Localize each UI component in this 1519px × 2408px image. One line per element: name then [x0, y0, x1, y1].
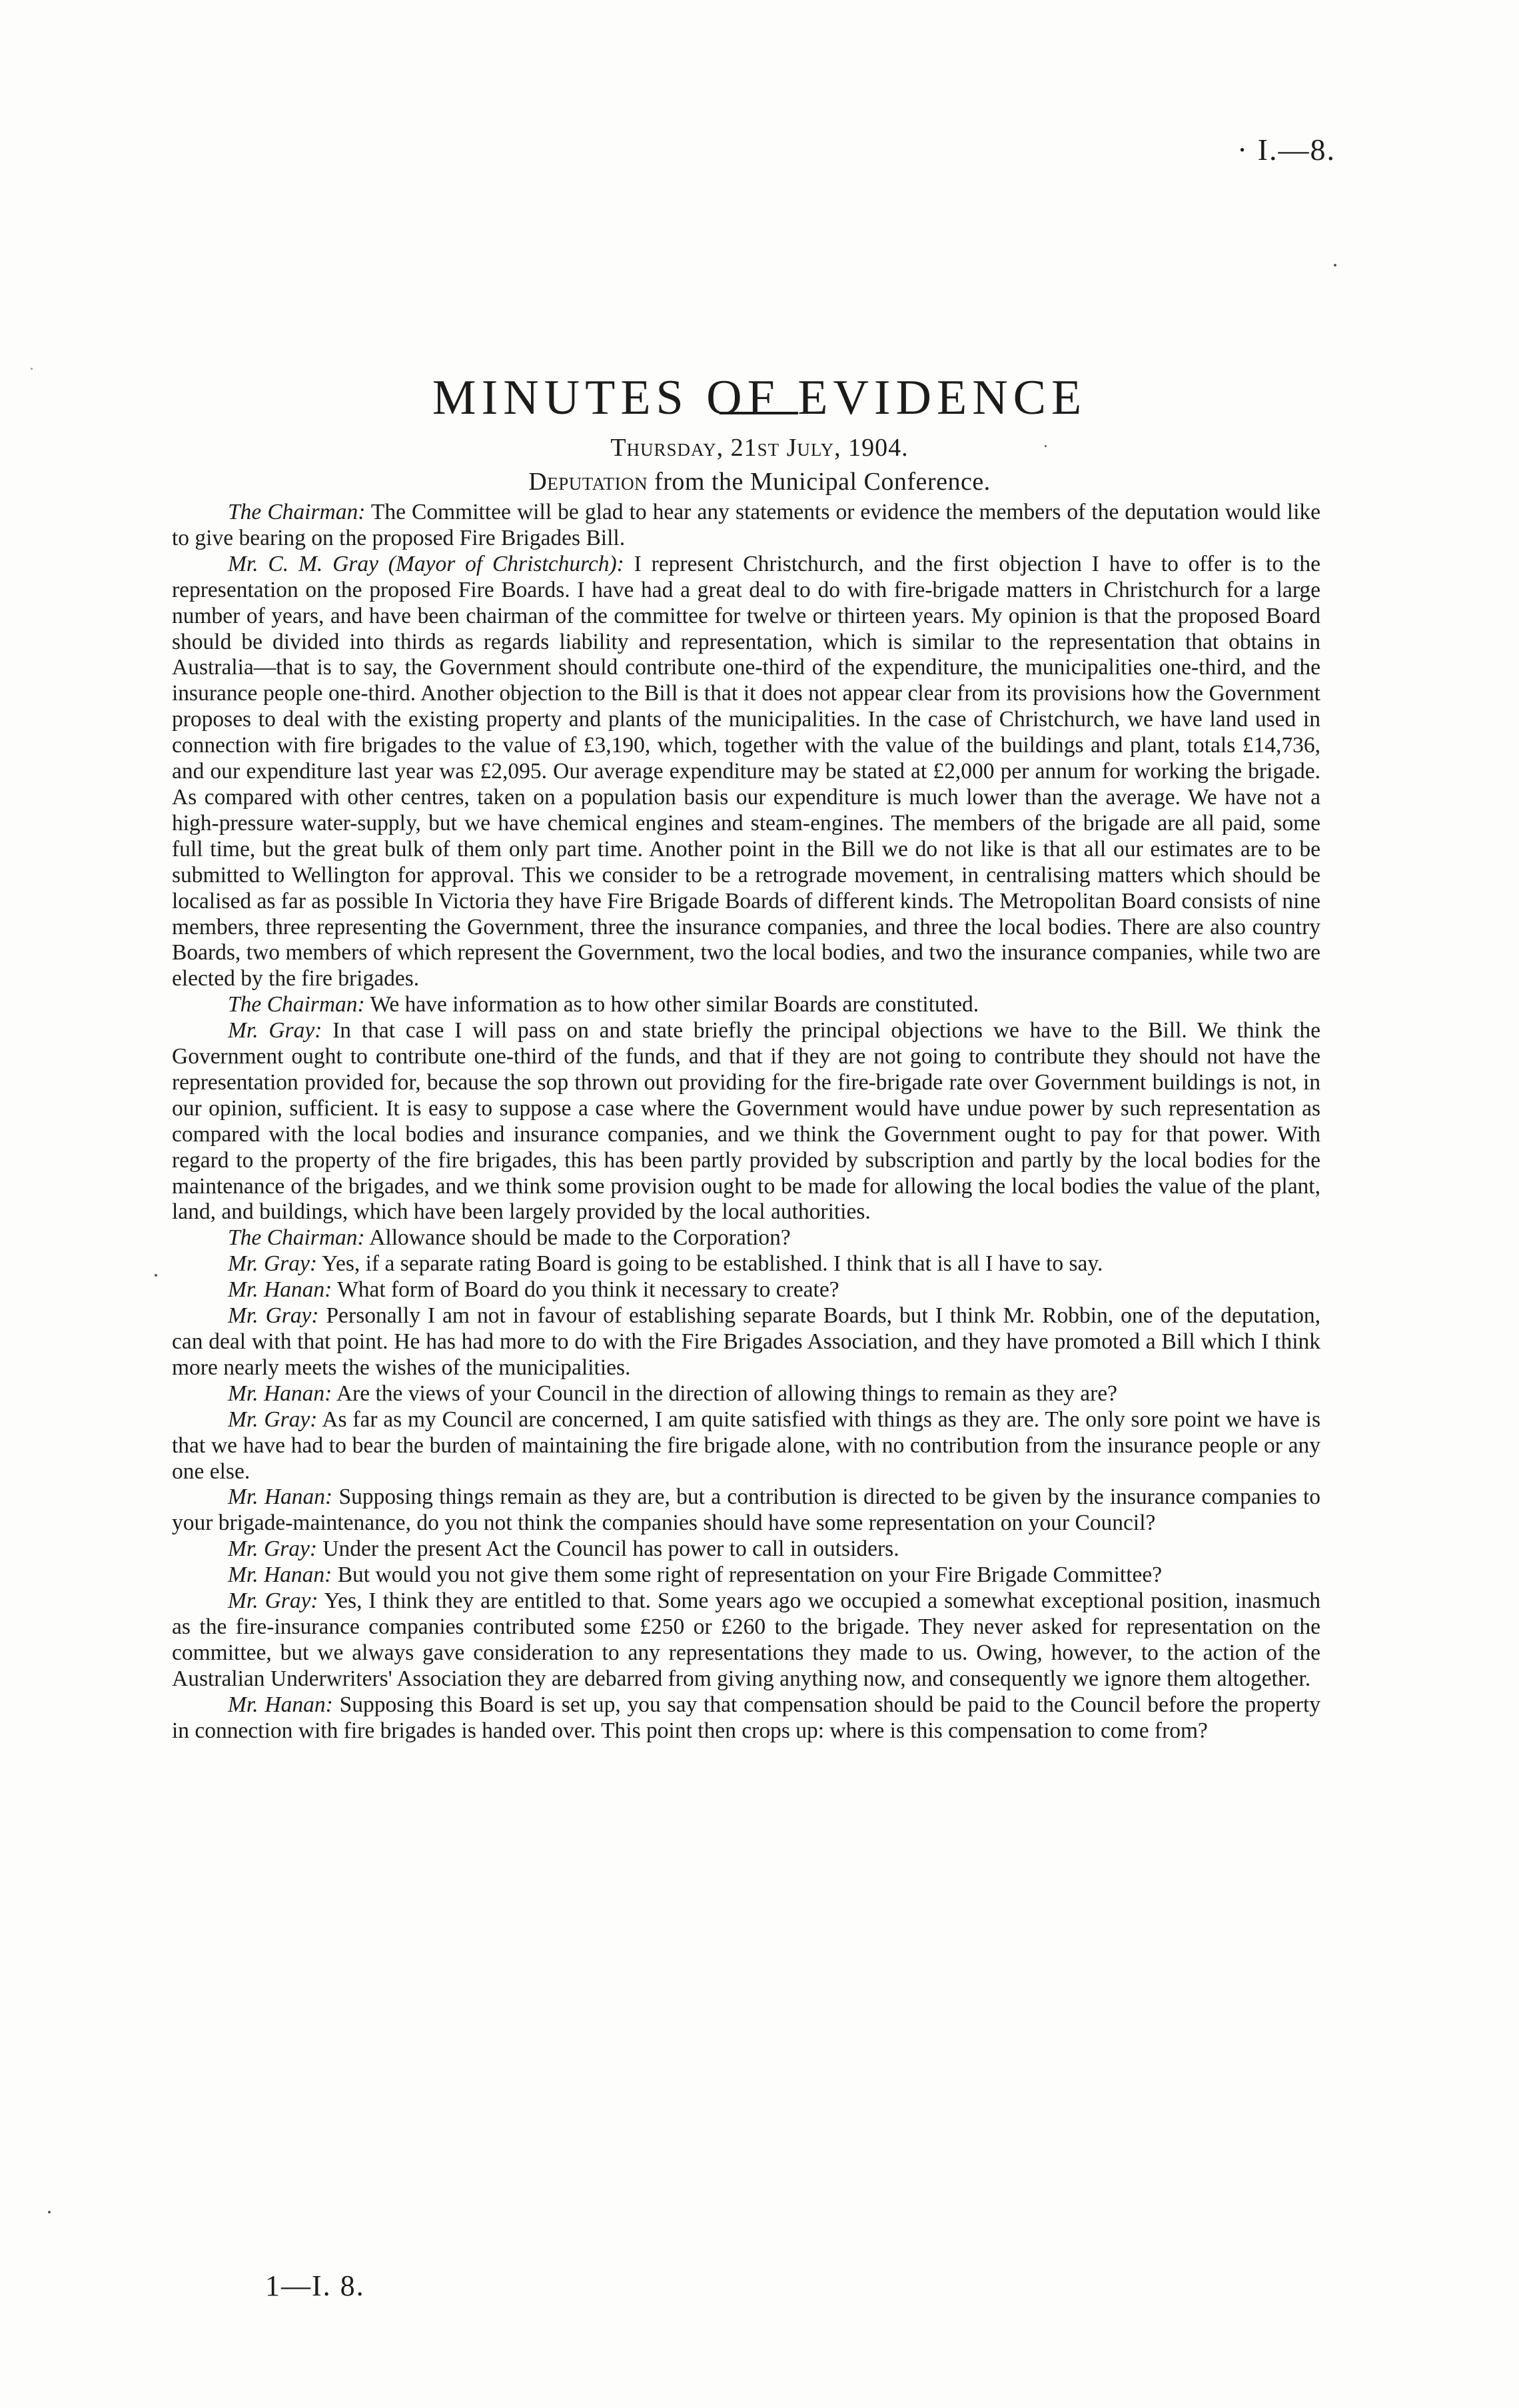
deputation-lead: Deputation [528, 468, 648, 496]
speaker: Mr. Hanan: [228, 1485, 333, 1510]
paragraph-text: Supposing things remain as they are, but a contribution is directed to be given by the insurance companies to your brigade-maintenance, do you not think the companies should have some representation on your Council? [172, 1485, 1320, 1536]
scan-speck [48, 2211, 51, 2213]
deputation-line [0, 467, 1519, 496]
paragraph-text: But would you not give them some right of representation on your Fire Brigade Committee? [332, 1562, 1163, 1588]
speaker: Mr. Gray: [228, 1588, 318, 1614]
paragraph [172, 1485, 1320, 1536]
paragraph-text: What form of Board do you think it necessary to create? [332, 1277, 839, 1303]
page-reference: · I.—8. [1237, 133, 1336, 167]
paragraph-text: Allowance should be made to the Corporation? [364, 1225, 791, 1251]
paragraph [172, 1277, 1320, 1303]
paragraph [172, 1303, 1320, 1381]
evidence-body [172, 500, 1320, 1744]
speaker: The Chairman: [228, 992, 365, 1017]
paragraph [172, 1692, 1320, 1744]
speaker: The Chairman: [228, 500, 366, 524]
paragraph-text: Under the present Act the Council has power to call in outsiders. [316, 1536, 899, 1562]
paragraph [172, 1536, 1320, 1562]
date-line: Thursday, 21st July, 1904. [610, 434, 909, 462]
paragraph [172, 1562, 1320, 1588]
speaker: Mr. Gray: [228, 1251, 317, 1277]
speaker: Mr. Hanan: [228, 1562, 332, 1588]
speaker: Mr. C. M. Gray (Mayor of Christchurch): [228, 551, 624, 576]
title-rule [720, 412, 798, 414]
paragraph [172, 500, 1320, 552]
deputation-rest: from the Municipal Conference. [648, 468, 991, 496]
footer-signature: 1—I. 8. [265, 2269, 365, 2302]
speaker: The Chairman: [228, 1225, 365, 1251]
paragraph [172, 1251, 1320, 1277]
paragraph-text: The Committee will be glad to hear any statements or evidence the members of the deputation would like to give bearing on the proposed Fire Brigades Bill. [172, 500, 1320, 550]
scan-speck [1334, 264, 1336, 267]
paragraph [172, 1018, 1320, 1225]
paragraph-text: Supposing this Board is set up, you say that compensation should be paid to the Council before the property in connection with fire brigades is handed over. This point then crops up: where is this compensation to come from? [172, 1692, 1320, 1743]
paragraph-text: We have information as to how other similar Boards are constituted. [364, 992, 979, 1017]
paragraph [172, 552, 1320, 992]
paragraph [172, 1588, 1320, 1692]
speaker: Mr. Hanan: [228, 1692, 333, 1717]
speaker: Mr. Hanan: [228, 1277, 332, 1303]
paragraph-text: Are the views of your Council in the direction of allowing things to remain as they are? [332, 1381, 1118, 1406]
scan-speck [1045, 445, 1047, 447]
speaker: Mr. Hanan: [228, 1381, 332, 1406]
paragraph [172, 992, 1320, 1018]
scan-speck [155, 1274, 157, 1277]
document-title: MINUTES OF EVIDENCE [432, 370, 1087, 425]
paragraph [172, 1381, 1320, 1407]
paragraph [172, 1225, 1320, 1251]
paragraph-text: Personally I am not in favour of establishing separate Boards, but I think Mr. Robbin, one of the deputation, can deal with that point. He has had more to do with the Fire Brigades Association, and they have promoted a Bill which I think more nearly meets the wishes of the municipalities. [172, 1303, 1320, 1380]
speaker: Mr. Gray: [228, 1303, 319, 1329]
paragraph [172, 1407, 1320, 1485]
scan-speck [31, 368, 33, 370]
speaker: Mr. Gray: [228, 1018, 322, 1043]
speaker: Mr. Gray: [228, 1536, 317, 1562]
speaker: Mr. Gray: [228, 1407, 318, 1432]
paragraph-text: As far as my Council are concerned, I am quite satisfied with things as they are. The only sore point we have is that we have had to bear the burden of maintaining the fire brigade alone, with no contribution from the insurance people or any one else. [172, 1407, 1320, 1484]
paragraph-text: I represent Christchurch, and the first objection I have to offer is to the representation on the proposed Fire Boards. I have had a great deal to do with fire-brigade matters in Christchurch for a large number of years, and have been chairman of the committee for twelve or thirteen years. My opinion is that the proposed Board should be divided into thirds as regards liability and representation, which is similar to the representation that obtains in Australia—that is to say, the Government should contribute one-third of the expenditure, the municipalities one-third, and the insurance people one-third. Another objection to the Bill is that it does not appear clear from its provisions how the Government proposes to deal with the existing property and plants of the municipalities. In the case of Christchurch, we have land used in connection with fire brigades to the value of £3,190, which, together with the value of the buildings and plant, totals £14,736, and our expenditure last year was £2,095. Our average expenditure may be stated at £2,000 per annum for working the brigade. As compared with other centres, taken on a population basis our expenditure is much lower than the average. We have not a high-pressure water-supply, but we have chemical engines and steam-engines. The members of the brigade are all paid, some full time, but the great bulk of them only part time. Another point in the Bill we do not like is that all our estimates are to be submitted to Wellington for approval. This we consider to be a retrograde movement, in centralising matters which should be localised as far as possible In Victoria they have Fire Brigade Boards of different kinds. The Metropolitan Board consists of nine members, three representing the Government, three the insurance companies, and three the local bodies. There are also country Boards, two members of which represent the Government, two the local bodies, and two the insurance companies, while two are elected by the fire brigades. [172, 551, 1320, 991]
paragraph-text: Yes, if a separate rating Board is going to be established. I think that is all I have to say. [316, 1251, 1103, 1277]
paragraph-text: Yes, I think they are entitled to that. Some years ago we occupied a somewhat exceptional position, inasmuch as the fire-insurance companies contributed some £250 or £260 to the brigade. They never asked for representation on the committee, but we always gave consideration to any representations they made to us. Owing, however, to the action of the Australian Underwriters' Association they are debarred from giving anything now, and consequently we ignore them altogether. [172, 1588, 1320, 1691]
paragraph-text: In that case I will pass on and state briefly the principal objections we have to the Bill. We think the Government ought to contribute one-third of the funds, and that if they are not going to contribute they should not have the representation provided for, because the sop thrown out providing for the fire-brigade rate over Government buildings is not, in our opinion, sufficient. It is easy to suppose a case where the Government would have undue power by such representation as compared with the local bodies and insurance companies, and we think the Government ought to pay for that power. With regard to the property of the fire brigades, this has been partly provided by subscription and partly by the local bodies for the maintenance of the brigades, and we think some provision ought to be made for allowing the local bodies the value of the plant, land, and buildings, which have been largely provided by the local authorities. [172, 1018, 1320, 1225]
